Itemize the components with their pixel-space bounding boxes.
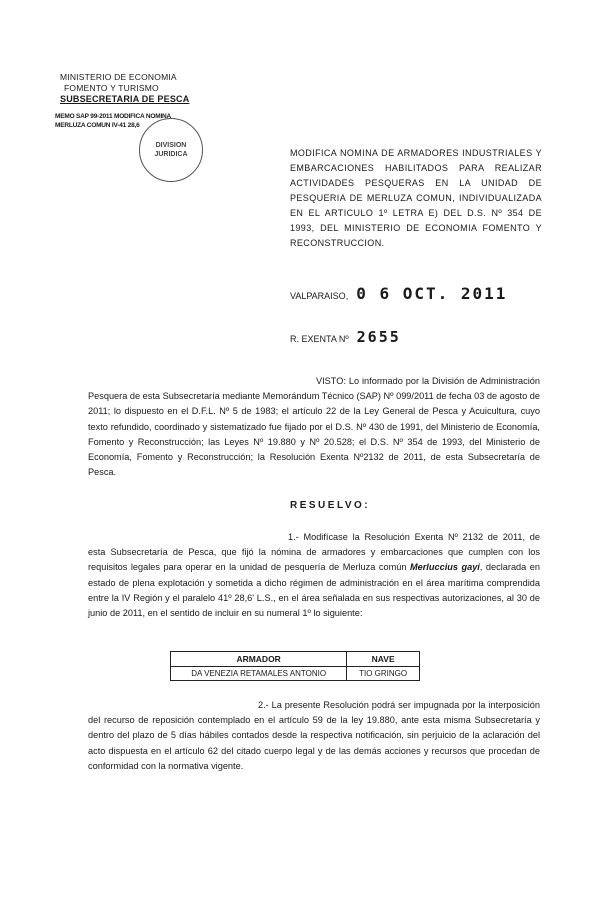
table-row <box>171 667 420 681</box>
column-header-armador: ARMADOR <box>171 652 347 667</box>
species-name: Merluccius gayi <box>409 562 480 573</box>
ministry-subtitle: FOMENTO Y TURISMO <box>64 83 159 93</box>
resolution-number-line <box>290 328 401 346</box>
table-header-row <box>171 652 420 667</box>
stamp-line-1: DIVISION <box>155 142 187 149</box>
nave-cell: TIO GRINGO <box>347 667 420 681</box>
date-stamp: 0 6 OCT. 2011 <box>356 284 508 303</box>
ministry-name: MINISTERIO DE ECONOMIA <box>60 72 177 82</box>
item-1-text-b: , declarada en estado de plena explotación y sometida a dicho régimen de administración en el área marítima comprendida entre la IV Región y el paralelo 41º 28,6' L.S., en el área señalada en sus respectivas autorizaciones, al 30 de junio de 2011, en el sentido de incluir en su numeral 1º lo siguiente: <box>88 562 540 619</box>
armador-nave-table <box>170 651 420 681</box>
resolution-title: MODIFICA NOMINA DE ARMADORES INDUSTRIALES Y EMBARCACIONES HABILITADOS PARA REALIZAR ACTIVIDADES PESQUERAS EN LA UNIDAD DE PESQUERIA DE MERLUZA COMUN, INDIVIDUALIZADA EN EL ARTICULO 1º LETRA E) DEL D.S. Nº 354 DE 1993, DEL MINISTERIO DE ECONOMIA FOMENTO Y RECONSTRUCCION. <box>290 148 542 248</box>
item-1-text-a: 1.- Modifícase la Resolución Exenta Nº 2132 de 2011, de esta Subsecretaría de Pesca, que fijó la nómina de armadores y embarcaciones que cumplen con los requisitos legales para operar en la unidad de pesquería de Merluza común <box>88 532 540 573</box>
place-date <box>290 284 507 303</box>
place: VALPARAISO, <box>290 291 349 301</box>
issuer-header <box>60 72 189 105</box>
armador-cell: DA VENEZIA RETAMALES ANTONIO <box>171 667 347 681</box>
memo-line-2: MERLUZA COMUN IV-41 28,6 <box>55 122 140 129</box>
visto-paragraph: VISTO: Lo informado por la División de Administración Pesquera de esta Subsecretaría mediante Memorándum Técnico (SAP) Nº 099/2011 de fecha 03 de agosto de 2011; lo dispuesto en el D.F.L. Nº 5 de 1983; el artículo 22 de la Ley General de Pesca y Acuicultura, cuyo texto refundido, coordinado y sistematizado fue fijado por el D.S. Nº 430 de 1991, del Ministerio de Economía, Fomento y Reconstrucción; las Leyes Nº 19.880 y Nº 20.528; el D.S. Nº 354 de 1993, del Ministerio de Economía, Fomento y Reconstrucción; la Resolución Exenta Nº2132 de 2011, de esta Subsecretaría de Pesca. <box>88 376 540 478</box>
column-header-nave: NAVE <box>347 652 420 667</box>
resolution-number: 2655 <box>356 328 401 346</box>
memo-line-1: MEMO SAP 99-2011 MODIFICA NOMINA <box>55 113 172 120</box>
resolution-item-2: 2.- La presente Resolución podrá ser impugnada por la interposición del recurso de reposición contemplado en el artículo 59 de la ley 19.880, ante esta misma Subsecretaría y dentro del plazo de 5 días hábiles contados desde la respectiva notificación, sin perjuicio de la aclaración del acto dispuesta en el artículo 62 del citado cuerpo legal y de las demás acciones y recursos que procedan de conformidad con la normativa vigente. <box>88 700 540 771</box>
division-juridica-stamp <box>139 118 203 182</box>
resolution-item-1 <box>88 530 540 621</box>
resolution-label: R. EXENTA Nº <box>290 334 349 344</box>
subsecretaria-name: SUBSECRETARIA DE PESCA <box>60 94 190 104</box>
stamp-line-2: JURIDICA <box>154 151 188 158</box>
resuelvo-heading: RESUELVO: <box>290 500 371 511</box>
